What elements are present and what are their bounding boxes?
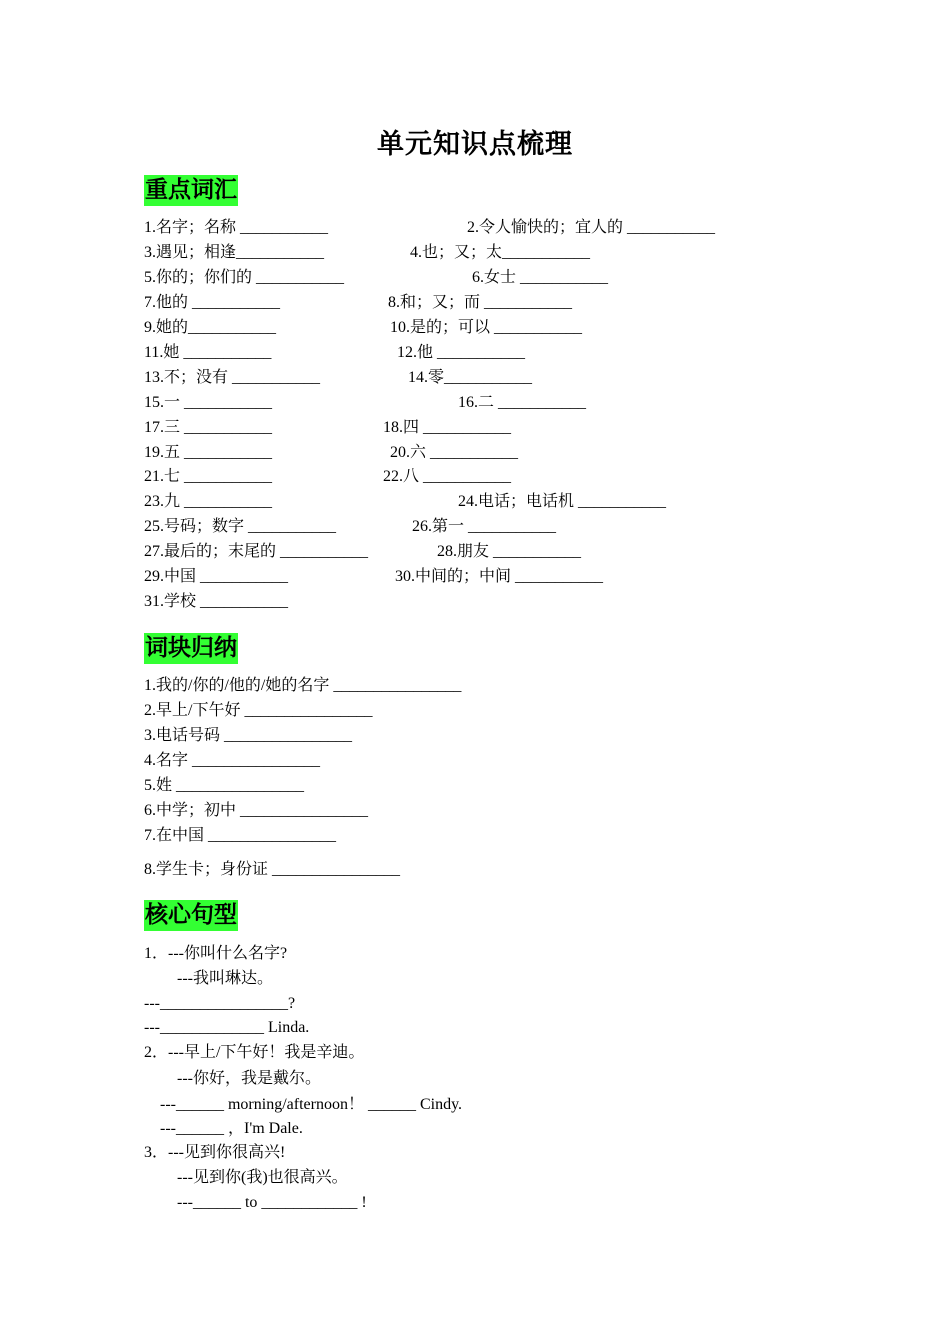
vocab-item: 15.一 ___________	[144, 394, 273, 411]
phrase-item: 1.我的/你的/他的/她的名字 ________________	[144, 677, 462, 694]
vocab-item: 20.六 ___________	[390, 444, 519, 461]
sentence-line: ---我叫琳达。	[177, 970, 273, 987]
phrase-item: 5.姓 ________________	[144, 777, 305, 794]
vocab-item: 28.朋友 ___________	[437, 543, 582, 560]
vocab-item: 9.她的___________	[144, 319, 277, 336]
phrase-item: 3.电话号码 ________________	[144, 727, 353, 744]
vocab-item: 22.八 ___________	[383, 468, 512, 485]
vocab-item: 6.女士 ___________	[472, 269, 609, 286]
vocab-item: 29.中国 ___________	[144, 568, 289, 585]
phrase-item: 7.在中国 ________________	[144, 827, 337, 844]
vocab-item: 14.零___________	[408, 369, 533, 386]
vocab-item: 4.也；又；太___________	[410, 244, 591, 261]
sentence-line: 2．---早上/下午好！我是辛迪。	[144, 1044, 365, 1061]
phrase-item: 6.中学；初中 ________________	[144, 802, 369, 819]
sentence-line: ---______ to ____________ !	[177, 1194, 367, 1211]
vocab-item: 31.学校 ___________	[144, 593, 289, 610]
sentence-line: 1．---你叫什么名字?	[144, 945, 288, 962]
vocab-item: 10.是的；可以 ___________	[390, 319, 583, 336]
sentence-line: ---_____________ Linda.	[144, 1019, 310, 1036]
section-heading-sentences: 核心句型	[144, 900, 238, 931]
vocab-item: 1.名字；名称 ___________	[144, 219, 329, 236]
vocab-item: 8.和；又；而 ___________	[388, 294, 573, 311]
vocab-item: 12.他 ___________	[397, 344, 526, 361]
sentence-line: 3．---见到你很高兴!	[144, 1144, 286, 1161]
phrase-item: 4.名字 ________________	[144, 752, 321, 769]
sentence-line: ---________________?	[144, 995, 296, 1012]
sentence-line: ---见到你(我)也很高兴。	[177, 1169, 348, 1186]
page-title: 单元知识点梳理	[377, 129, 573, 160]
vocab-item: 30.中间的；中间 ___________	[395, 568, 604, 585]
vocab-item: 7.他的 ___________	[144, 294, 281, 311]
sentence-line: ---你好，我是戴尔。	[177, 1070, 321, 1087]
vocab-item: 5.你的；你们的 ___________	[144, 269, 345, 286]
sentence-line: ---______ morning/afternoon！ ______ Cindy.	[160, 1096, 463, 1113]
vocab-item: 27.最后的；末尾的 ___________	[144, 543, 369, 560]
vocab-item: 16.二 ___________	[458, 394, 587, 411]
vocab-item: 19.五 ___________	[144, 444, 273, 461]
vocab-item: 24.电话；电话机 ___________	[458, 493, 667, 510]
vocab-item: 2.令人愉快的；宜人的 ___________	[467, 219, 716, 236]
sentence-line: ---______ ，I'm Dale.	[160, 1120, 303, 1137]
section-heading-phrases: 词块归纳	[144, 633, 238, 664]
phrase-item: 2.早上/下午好 ________________	[144, 702, 373, 719]
vocab-item: 13.不；没有 ___________	[144, 369, 321, 386]
vocab-item: 11.她 ___________	[144, 344, 272, 361]
vocab-item: 18.四 ___________	[383, 419, 512, 436]
vocab-item: 17.三 ___________	[144, 419, 273, 436]
vocab-item: 25.号码；数字 ___________	[144, 518, 337, 535]
phrase-item: 8.学生卡；身份证 ________________	[144, 861, 401, 878]
vocab-item: 21.七 ___________	[144, 468, 273, 485]
vocab-item: 3.遇见；相逢___________	[144, 244, 325, 261]
vocab-item: 23.九 ___________	[144, 493, 273, 510]
vocab-item: 26.第一 ___________	[412, 518, 557, 535]
section-heading-vocab: 重点词汇	[144, 175, 238, 206]
